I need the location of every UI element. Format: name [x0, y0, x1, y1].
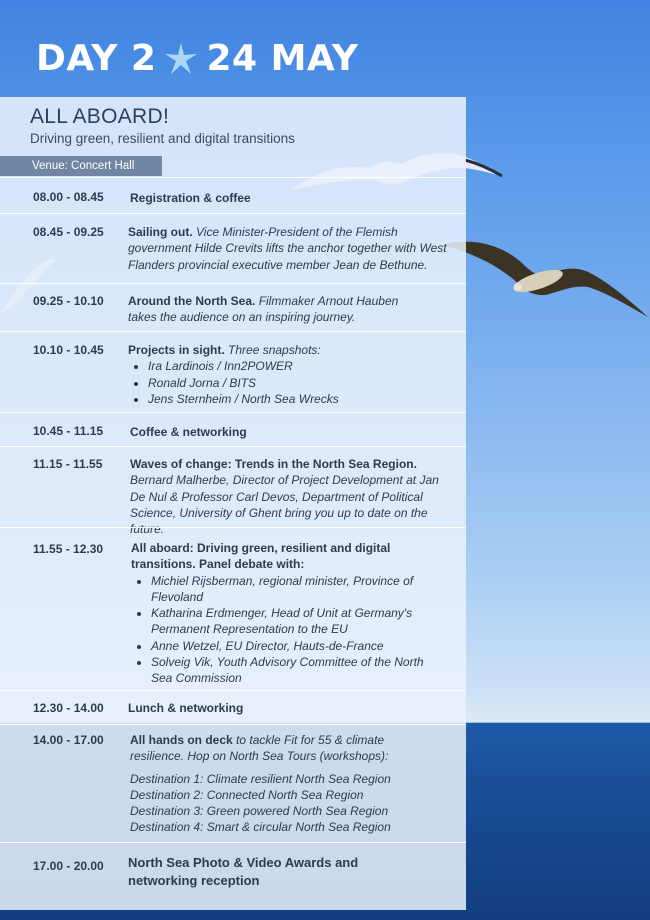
session-text: Vice Minister-President of the Flemish government Hilde Crevits lifts the anchor together with West Flanders provincial executive member Jean de Bethune. — [128, 225, 447, 272]
session-description — [130, 424, 450, 440]
session-title: North Sea Photo & Video Awards and networking reception — [128, 855, 359, 888]
session-time: 09.25 - 10.10 — [33, 294, 104, 308]
session-title: All hands on deck — [130, 733, 233, 747]
session-time: 11.55 - 12.30 — [33, 542, 104, 556]
session-description — [128, 224, 453, 273]
list-item: • Anne Wetzel, EU Director, Hauts-de-France — [151, 638, 436, 654]
day-heading — [36, 38, 358, 79]
list-item: • Solveig Vik, Youth Advisory Committee of the North Sea Commission — [151, 654, 436, 687]
session-title: All aboard: Driving green, resilient and digital transitions. Panel debate with: — [131, 541, 391, 572]
session-title: Coffee & networking — [130, 425, 247, 439]
venue-badge: Venue: Concert Hall — [0, 156, 162, 176]
schedule-row — [0, 283, 466, 331]
session-time: 08.00 - 08.45 — [33, 190, 104, 204]
list-item: • Ronald Jorna / BITS — [148, 375, 448, 391]
schedule-row — [0, 177, 466, 213]
schedule-row — [0, 331, 466, 412]
schedule-row — [0, 527, 466, 690]
session-time: 08.45 - 09.25 — [33, 225, 104, 239]
session-description — [128, 854, 388, 890]
starfish-icon — [164, 42, 198, 76]
schedule-row — [0, 842, 466, 911]
seagull-right-image — [440, 235, 650, 325]
schedule-row — [0, 213, 466, 283]
list-item: • Michiel Rijsberman, regional minister, Province of Flevoland — [151, 573, 436, 606]
session-description — [130, 190, 450, 206]
destination-item: Destination 3: Green powered North Sea Region — [130, 804, 389, 819]
session-text: to tackle Fit for 55 & climate resilience. Hop on North Sea Tours (workshops): — [130, 733, 389, 764]
session-time: 11.15 - 11.55 — [33, 457, 103, 471]
destination-item: Destination 2: Connected North Sea Region — [130, 787, 364, 802]
session-description — [131, 540, 431, 687]
list-item: • Ira Lardinois / Inn2POWER — [148, 358, 448, 374]
list-item: • Jens Sternheim / North Sea Wrecks — [148, 391, 448, 407]
day-label: DAY 2 — [36, 38, 157, 79]
session-title: Sailing out. — [128, 225, 193, 239]
session-title: Projects in sight. — [128, 343, 225, 357]
session-time: 10.10 - 10.45 — [33, 343, 104, 357]
session-text: Bernard Malherbe, Director of Project Development at Jan De Nul & Professor Carl Devos, Department of Political Science, University of Ghent bring you up to date on the future. — [130, 473, 439, 537]
destination-item: Destination 1: Climate resilient North Sea Region — [130, 771, 391, 786]
session-text: Filmmaker Arnout Hauben takes the audience on an inspiring journey. — [128, 294, 399, 325]
session-time: 12.30 - 14.00 — [33, 701, 104, 715]
session-title: Lunch & networking — [128, 701, 244, 715]
program-title: ALL ABOARD! — [30, 105, 170, 128]
session-description — [128, 342, 448, 407]
session-description — [128, 293, 418, 326]
schedule-row — [0, 412, 466, 446]
session-title: Waves of change: Trends in the North Sea Region. — [130, 457, 417, 471]
session-time: 10.45 - 11.15 — [33, 424, 104, 438]
panelist-list — [131, 573, 436, 687]
list-item: • Katharina Erdmenger, Head of Unit at Germany's Permanent Representation to the EU — [151, 605, 436, 638]
schedule-row — [0, 690, 466, 724]
session-description — [130, 456, 455, 537]
session-title: Around the North Sea. — [128, 294, 256, 308]
session-title: Registration & coffee — [130, 191, 251, 205]
session-time: 14.00 - 17.00 — [33, 733, 104, 747]
schedule-row — [0, 724, 466, 842]
session-time: 17.00 - 20.00 — [33, 859, 104, 873]
session-text: Three snapshots: — [228, 343, 321, 357]
schedule-row — [0, 446, 466, 537]
program-subtitle: Driving green, resilient and digital transitions — [30, 131, 295, 146]
session-description — [130, 732, 430, 836]
destination-item: Destination 4: Smart & circular North Sea Region — [130, 820, 391, 835]
session-description — [128, 700, 448, 716]
speaker-list — [128, 358, 448, 407]
date-label: 24 MAY — [206, 38, 359, 79]
